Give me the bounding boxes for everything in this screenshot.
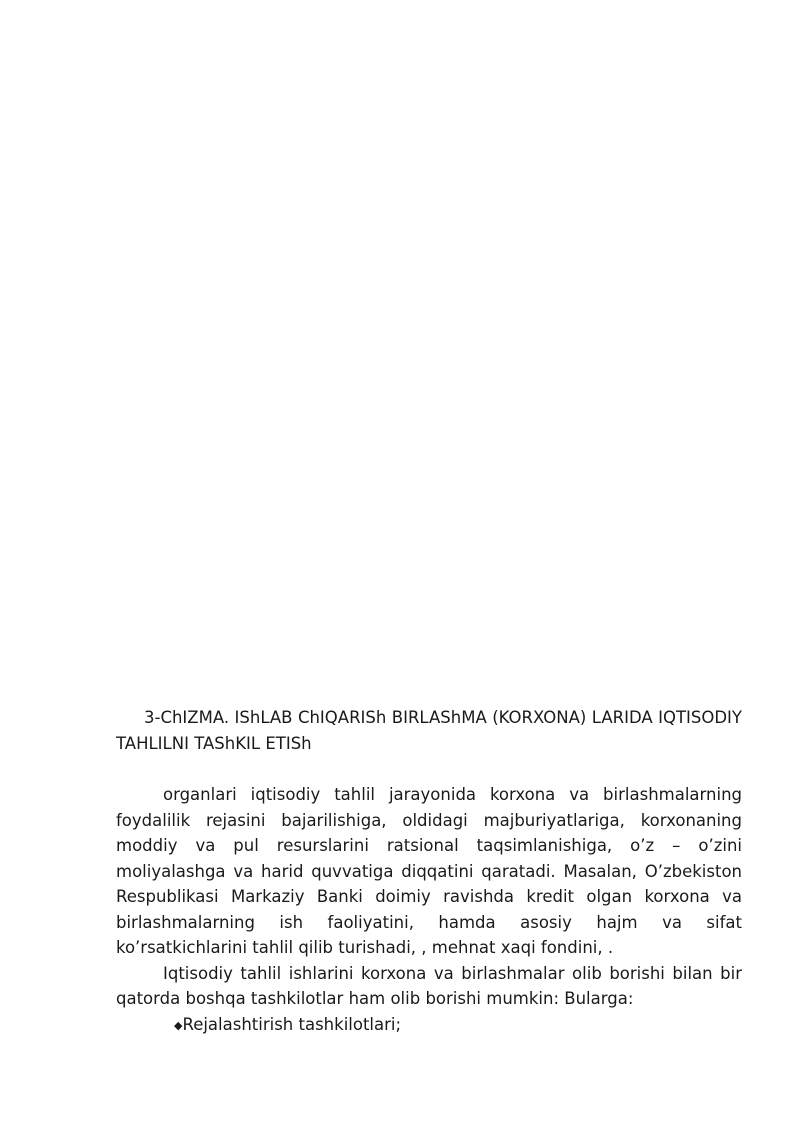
paragraph-2: Iqtisodiy tahlil ishlarini korxona va birlashmalar olib borishi bilan bir qatorda boshqa tashkilotlar ham olib borishi mumkin: Bularga: [116,963,742,1008]
bullet-item [116,1012,742,1039]
bullet-item-text: Rejalashtirish tashkilotlari; [182,1014,402,1034]
section-heading: 3-ChIZMA. IShLAB ChIQARISh BIRLAShMA (KORXONA) LARIDA IQTISODIY TAHLILNI TAShKIL ETISh [116,708,742,753]
diamond-bullet-icon: ◆ [174,1018,183,1032]
document-body [116,705,742,1038]
paragraph-1: organlari iqtisodiy tahlil jarayonida korxona va birlashmalarning foydalilik rejasini bajarilishiga, oldidagi majburiyatlariga, korxonaning moddiy va pul resurslarini ratsional taqsimlanishiga, o’z – o’zini moliyalashga va harid quvvatiga diqqatini qaratadi. Masalan, O’zbekiston Respublikasi Markaziy Banki doimiy ravishda kredit olgan korxona va birlashmalarning ish faoliyatini, hamda asosiy hajm va sifat ko’rsatkichlarini tahlil qilib turishadi, , mehnat xaqi fondini, . [116,785,742,957]
